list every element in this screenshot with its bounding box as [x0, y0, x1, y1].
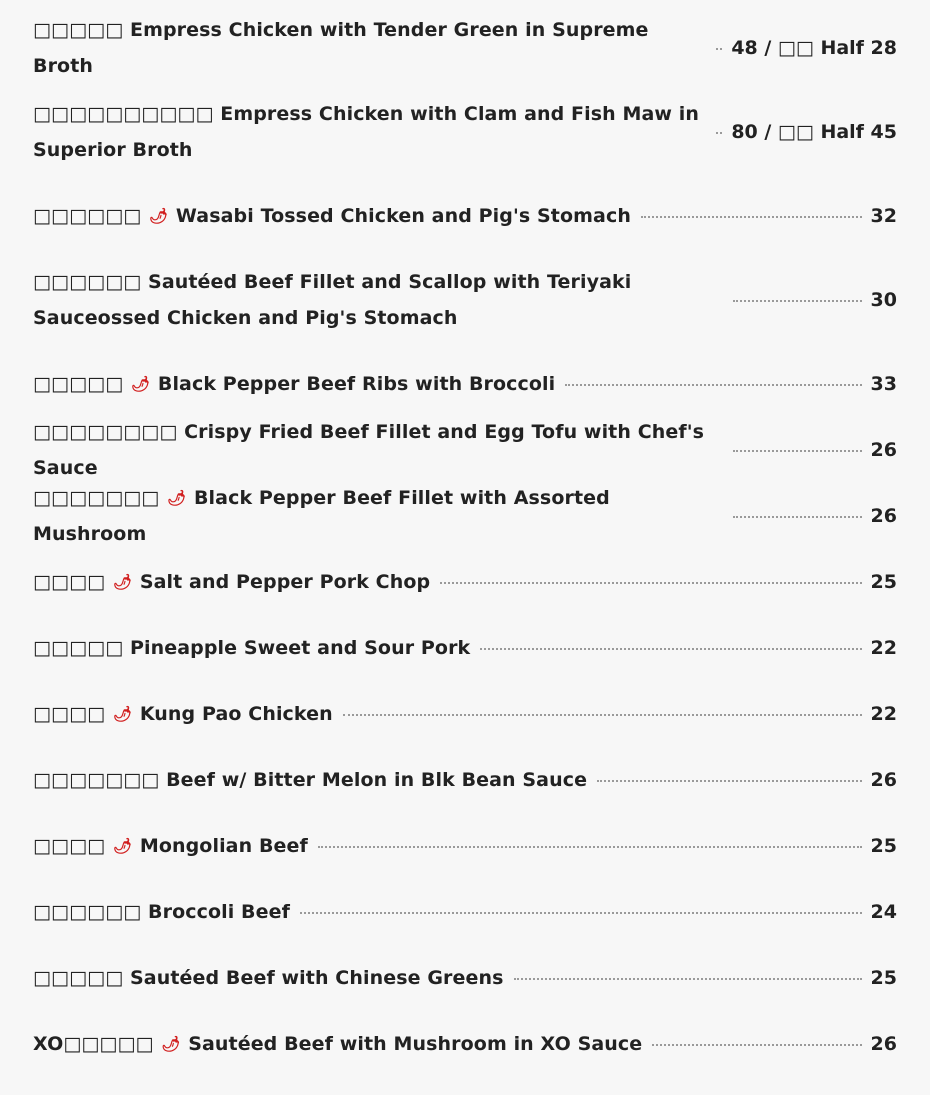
- menu-item-price: 26: [870, 769, 897, 791]
- menu-item-english-name: Sautéed Beef with Mushroom in XO Sauce: [188, 1033, 643, 1055]
- menu-item: [33, 813, 897, 879]
- dotted-leader: [565, 384, 861, 386]
- dotted-leader: [480, 648, 861, 650]
- menu-item-english-name: Salt and Pepper Pork Chop: [139, 571, 431, 593]
- menu-item: [33, 879, 897, 945]
- dotted-leader: [641, 216, 862, 218]
- menu-item-chinese-name: □□□□□□: [33, 901, 142, 923]
- menu-item-name: [33, 414, 723, 486]
- menu-item-name: [33, 630, 470, 666]
- menu-item-chinese-name: □□□□□: [33, 373, 124, 395]
- menu-item: [33, 183, 897, 249]
- menu-item-english-name: Sautéed Beef with Chinese Greens: [129, 967, 504, 989]
- menu-item-english-name: Broccoli Beef: [148, 901, 290, 923]
- menu-item: [33, 417, 897, 483]
- menu-item-english-name: Sautéed Beef Fillet and Scallop with Teriyaki Sauceossed Chicken and Pig's Stomach: [33, 271, 632, 329]
- menu-item-chinese-name: □□□□□□: [33, 205, 142, 227]
- dotted-leader: [733, 450, 862, 452]
- menu-item-price: 26: [870, 505, 897, 527]
- menu-item-chinese-name: □□□□□: [33, 19, 124, 41]
- chili-pepper-icon: 🌶: [112, 837, 133, 855]
- menu-item-english-name: Beef w/ Bitter Melon in Blk Bean Sauce: [166, 769, 588, 791]
- menu-item: [33, 615, 897, 681]
- chili-pepper-icon: 🌶: [112, 705, 133, 723]
- menu-item-name: [33, 480, 723, 552]
- dotted-leader: [597, 780, 861, 782]
- menu-item-english-name: Crispy Fried Beef Fillet and Egg Tofu with Chef's Sauce: [33, 421, 705, 479]
- dotted-leader: [652, 1044, 861, 1046]
- menu-item-english-name: Pineapple Sweet and Sour Pork: [129, 637, 471, 659]
- menu-item: [33, 81, 897, 183]
- dotted-leader: [300, 912, 862, 914]
- menu-item: [33, 15, 897, 81]
- menu-item-english-name: Empress Chicken with Tender Green in Supreme Broth: [33, 19, 649, 77]
- menu-item-english-name: Wasabi Tossed Chicken and Pig's Stomach: [175, 205, 631, 227]
- menu-item-english-name: Black Pepper Beef Ribs with Broccoli: [157, 373, 556, 395]
- menu-item: [33, 747, 897, 813]
- menu-item-name: [33, 264, 723, 336]
- menu-item-chinese-name: □□□□□□□□: [33, 421, 178, 443]
- menu-item-english-name: Mongolian Beef: [139, 835, 308, 857]
- dotted-leader: [733, 300, 862, 302]
- menu-item: [33, 1011, 897, 1077]
- chili-pepper-icon: 🌶: [112, 573, 133, 591]
- dotted-leader: [716, 132, 722, 134]
- menu-item-chinese-name: XO□□□□□: [33, 1033, 154, 1055]
- dotted-leader: [514, 978, 862, 980]
- chili-pepper-icon: 🌶: [161, 1035, 181, 1053]
- menu-item-price: 25: [870, 571, 897, 593]
- menu-item-price: 80 / □□ Half 45: [731, 121, 897, 143]
- menu-item-price: 26: [870, 1033, 897, 1055]
- menu-item-price: 24: [870, 901, 897, 923]
- menu-item-chinese-name: □□□□□□□: [33, 769, 160, 791]
- menu-item-price: 32: [870, 205, 897, 227]
- chili-pepper-icon: 🌶: [167, 489, 187, 507]
- dotted-leader: [318, 846, 862, 848]
- menu-item: [33, 945, 897, 1011]
- menu-item-english-name: Empress Chicken with Clam and Fish Maw in Superior Broth: [33, 103, 700, 161]
- chili-pepper-icon: 🌶: [130, 375, 151, 393]
- menu-item: [33, 681, 897, 747]
- menu-item-name: [33, 1026, 642, 1062]
- menu-item-price: 30: [870, 289, 897, 311]
- menu-item-name: [33, 198, 631, 234]
- menu-item-name: [33, 12, 706, 84]
- menu-item: [33, 483, 897, 549]
- dotted-leader: [716, 48, 722, 50]
- menu-item-name: [33, 762, 587, 798]
- menu-list: [33, 15, 897, 1077]
- menu-item-chinese-name: □□□□: [33, 571, 106, 593]
- menu-item-english-name: Black Pepper Beef Fillet with Assorted Mushroom: [33, 487, 610, 545]
- menu-item-name: [33, 960, 504, 996]
- menu-item-name: [33, 828, 308, 864]
- dotted-leader: [343, 714, 862, 716]
- menu-item: [33, 549, 897, 615]
- menu-item: [33, 249, 897, 351]
- menu-item-chinese-name: □□□□□□: [33, 271, 142, 293]
- menu-item-price: 25: [870, 967, 897, 989]
- menu-item-name: [33, 366, 555, 402]
- menu-item-english-name: Kung Pao Chicken: [139, 703, 333, 725]
- dotted-leader: [440, 582, 861, 584]
- menu-item-name: [33, 894, 290, 930]
- menu-item-chinese-name: □□□□: [33, 835, 106, 857]
- menu-item-chinese-name: □□□□: [33, 703, 106, 725]
- menu-item-price: 48 / □□ Half 28: [731, 37, 897, 59]
- menu-item-price: 22: [870, 703, 897, 725]
- menu-item: [33, 351, 897, 417]
- menu-item-price: 22: [870, 637, 897, 659]
- menu-item-chinese-name: □□□□□: [33, 637, 124, 659]
- dotted-leader: [733, 516, 862, 518]
- menu-item-chinese-name: □□□□□□□□□□: [33, 103, 214, 125]
- menu-item-chinese-name: □□□□□□□: [33, 487, 160, 509]
- menu-item-price: 26: [870, 439, 897, 461]
- menu-item-price: 33: [870, 373, 897, 395]
- menu-item-price: 25: [870, 835, 897, 857]
- menu-item-chinese-name: □□□□□: [33, 967, 124, 989]
- menu-item-name: [33, 564, 430, 600]
- menu-item-name: [33, 696, 333, 732]
- menu-item-name: [33, 96, 706, 168]
- chili-pepper-icon: 🌶: [149, 207, 169, 225]
